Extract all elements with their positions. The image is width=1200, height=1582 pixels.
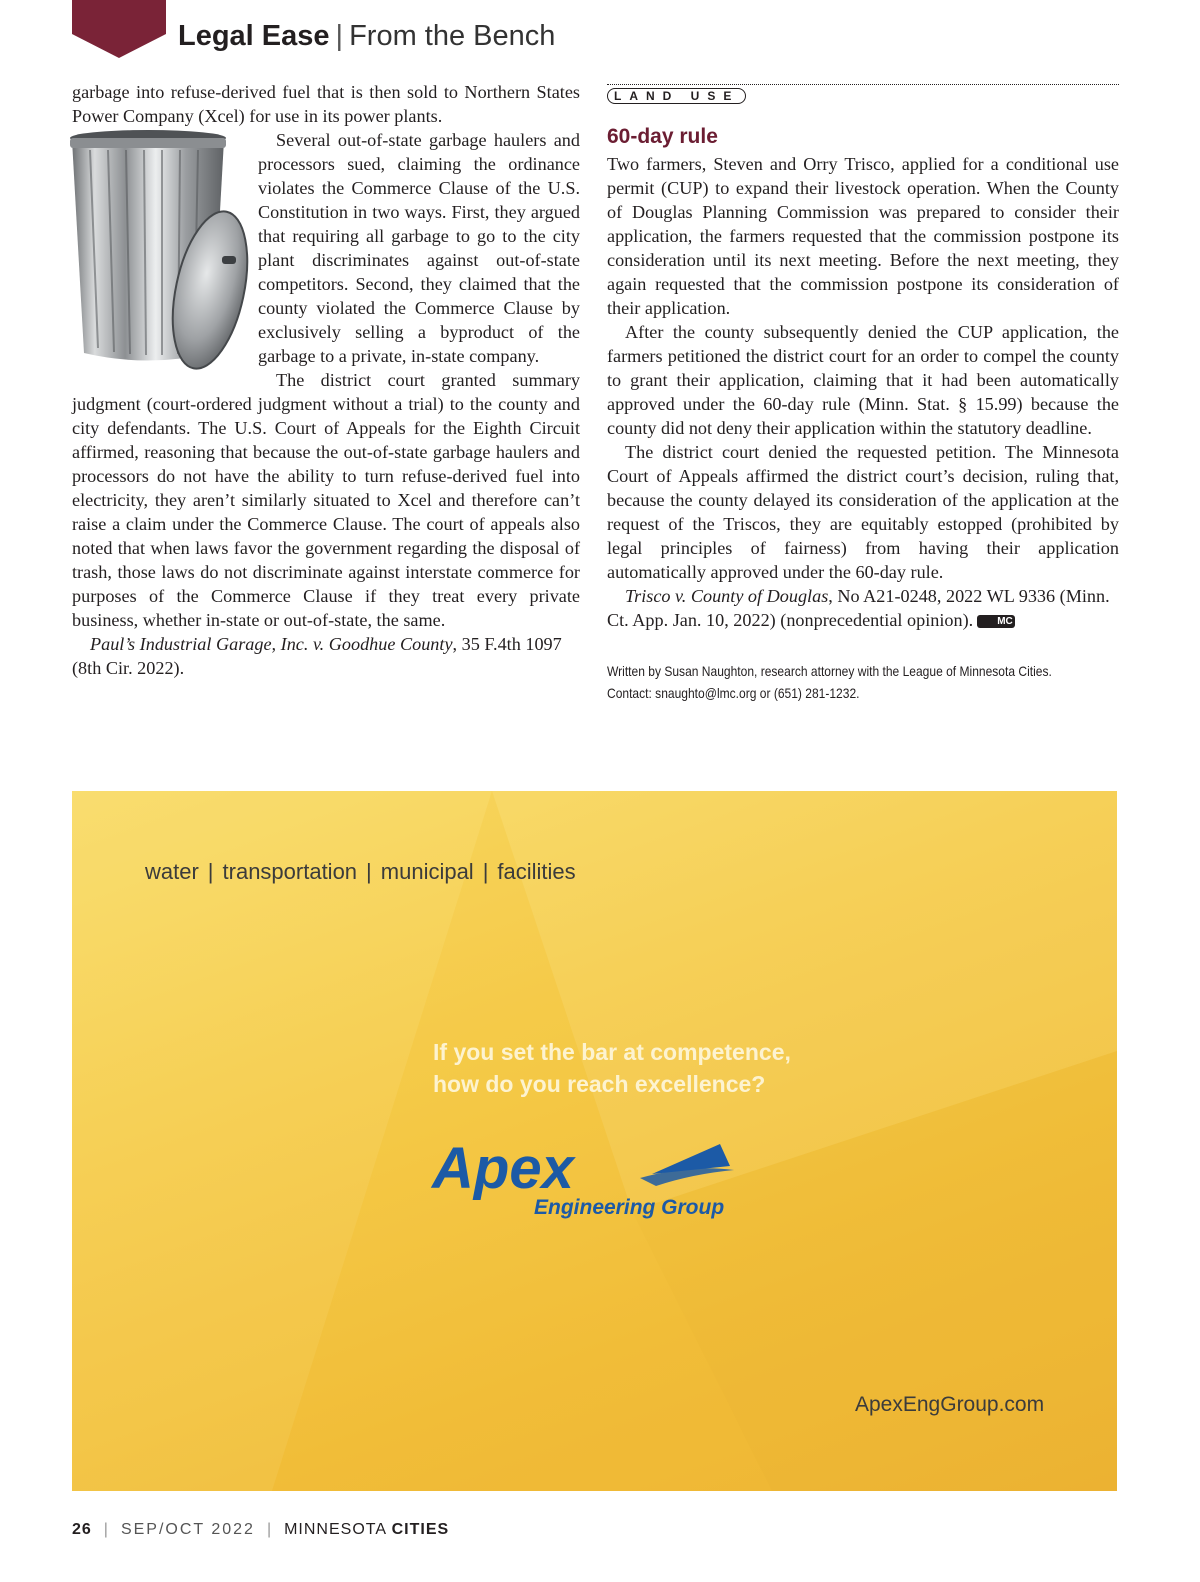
ad-service-municipal: municipal — [380, 859, 474, 884]
page-footer — [72, 1521, 449, 1539]
trash-can-icon — [60, 128, 260, 378]
left-paragraph-2: Several out-of-state garbage haulers and processors sued, claiming the ordinance violates the Commerce Clause of the U.S. Constitution in two ways. First, they argued that requiring all garbage to go to the city plant discriminates against out-of-state competitors. Second, they claimed that the county violated the Commerce Clause by exclusively selling a byproduct of the garbage to a private, in-state company. — [258, 130, 580, 366]
left-citation-rest: , 35 F.4th 1097 (8th Cir. 2022). — [72, 634, 562, 678]
right-paragraph-3: The district court denied the requested petition. The Minnesota Court of Appeals affirmed the district court’s decision, ruling that, because the county delayed its consideration of the application at the request of the Triscos, they are equitably estopped (prohibited by legal principles of fairness) from having their application automatically approved under the 60-day rule. — [607, 442, 1119, 582]
end-mark-badge: MC — [977, 615, 1015, 628]
apex-logo-swoosh-icon — [640, 1168, 734, 1186]
ad-service-transportation: transportation — [222, 859, 358, 884]
apex-logo-subtitle: Engineering Group — [534, 1196, 725, 1219]
magazine-name-bold: CITIES — [391, 1521, 450, 1538]
section-label-row — [607, 82, 1119, 106]
left-citation — [72, 632, 580, 680]
trash-can-image — [60, 128, 258, 386]
article-title: 60-day rule — [607, 125, 718, 148]
apex-advertisement[interactable] — [72, 791, 1117, 1491]
page-number: 26 — [72, 1521, 92, 1538]
left-column — [72, 80, 580, 680]
footer-separator: | — [103, 1521, 109, 1538]
ad-service-separator: | — [366, 859, 372, 884]
right-paragraph-2: After the county subsequently denied the CUP application, the farmers petitioned the district court for an order to compel the county to grant their application, claiming that it had been automatically approved under the 60-day rule (Minn. Stat. § 15.99) because the county did not deny their application within the statutory deadline. — [607, 322, 1119, 438]
credit-line-2: Contact: snaughto@lmc.org or (651) 281-1232. — [607, 685, 860, 701]
right-citation — [607, 584, 1119, 632]
magazine-name-light: MINNESOTA — [284, 1521, 387, 1538]
ad-tagline-line-2: how do you reach excellence? — [433, 1071, 766, 1097]
left-paragraph-1: garbage into refuse-derived fuel that is then sold to Northern States Power Company (Xcel) for use in its power plants. — [72, 82, 580, 126]
author-credit — [607, 660, 1114, 704]
left-paragraph-3: The district court granted summary judgment (court-ordered judgment without a trial) to the county and city defendants. The U.S. Court of Appeals for the Eighth Circuit affirmed, reasoning that because the out-of-state garbage haulers and processors do not have the ability to turn refuse-derived fuel into electricity, they aren’t similarly situated to Xcel and therefore can’t raise a claim under the Commerce Clause. The court of appeals also noted that when laws favor the government regarding the disposal of trash, those laws do not discriminate against interstate commerce for purposes of the Commerce Clause if they treat every private business, whether in-state or out-of-state, the same. — [72, 370, 580, 630]
left-citation-case: Paul’s Industrial Garage, Inc. v. Goodhue County — [90, 634, 453, 654]
right-citation-rest: , No A21-0248, 2022 WL 9336 (Minn. Ct. App. Jan. 10, 2022) (nonprecedential opinion). — [607, 586, 1110, 630]
apex-logo[interactable] — [430, 1136, 760, 1226]
header-title: Legal Ease — [178, 20, 330, 52]
right-column — [607, 80, 1119, 704]
section-dotted-rule — [607, 84, 1119, 85]
ad-service-separator: | — [207, 859, 214, 884]
right-citation-case: Trisco v. County of Douglas — [625, 586, 829, 606]
credit-line-1: Written by Susan Naughton, research attorney with the League of Minnesota Cities. — [607, 663, 1052, 679]
ad-tagline — [433, 1036, 791, 1100]
issue-date: SEP/OCT 2022 — [120, 1521, 255, 1538]
ad-website-link[interactable]: ApexEngGroup.com — [855, 1393, 1045, 1416]
ad-services-list — [145, 859, 576, 885]
ad-service-separator: | — [482, 859, 489, 884]
header-separator: | — [335, 20, 344, 52]
section-label: LAND USE — [607, 88, 746, 104]
apex-logo-name: Apex — [432, 1136, 574, 1201]
ad-tagline-line-1: If you set the bar at competence, — [433, 1039, 791, 1065]
header-subtitle: From the Bench — [349, 20, 556, 52]
footer-separator: | — [266, 1521, 273, 1538]
section-header — [178, 20, 555, 53]
header-corner-mark — [72, 0, 166, 58]
right-paragraph-1: Two farmers, Steven and Orry Trisco, applied for a conditional use permit (CUP) to expand their livestock operation. When the County of Douglas Planning Commission was prepared to consider their application, the farmers requested that the commission postpone its consideration until its next meeting. Before the next meeting, they again requested that the commission postpone its consideration of their application. — [607, 154, 1119, 318]
magazine-name — [284, 1521, 449, 1538]
ad-service-water: water — [145, 859, 199, 884]
ad-service-facilities: facilities — [497, 859, 576, 884]
